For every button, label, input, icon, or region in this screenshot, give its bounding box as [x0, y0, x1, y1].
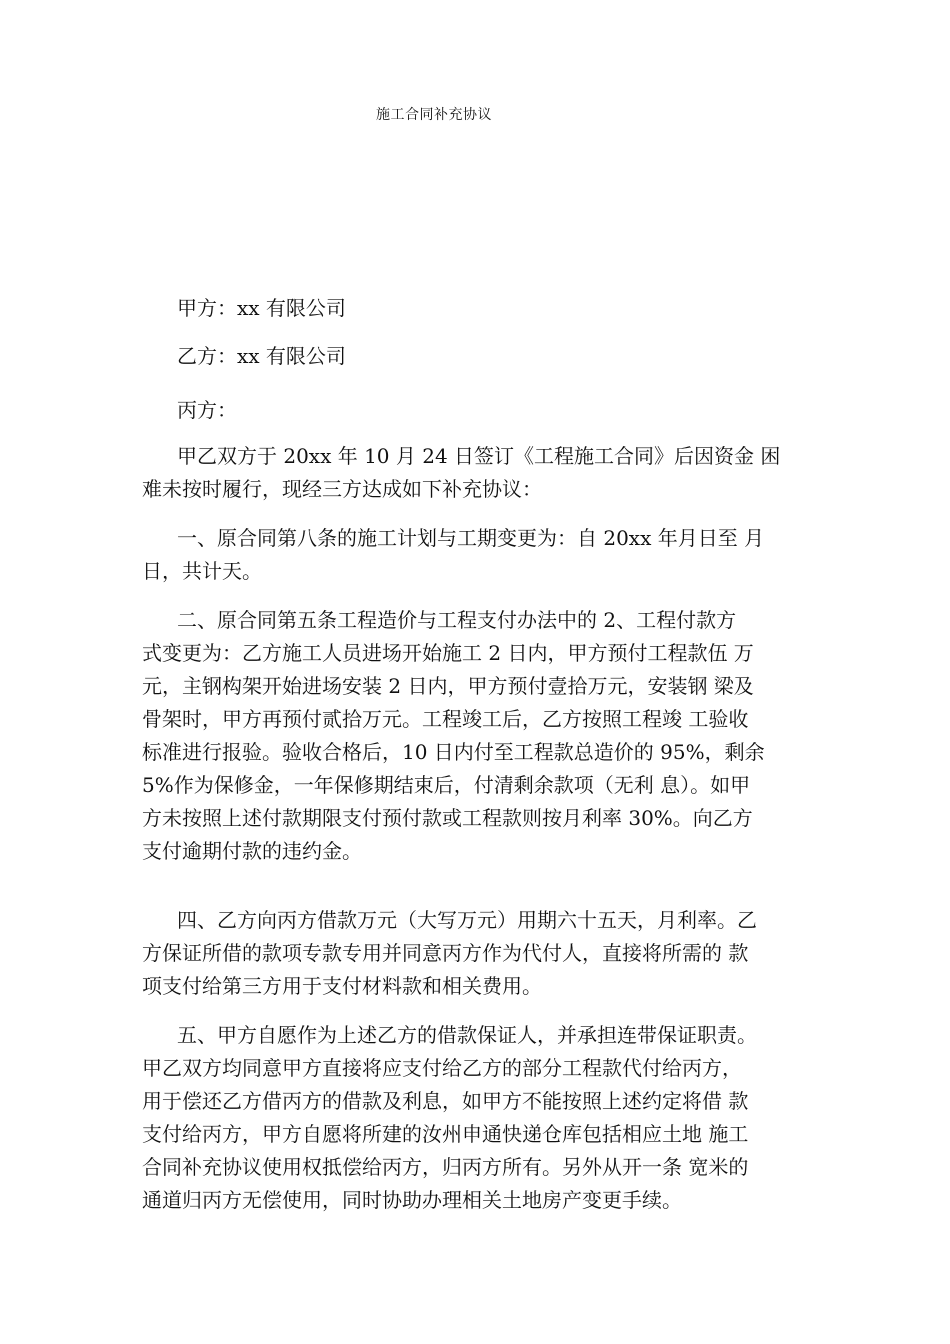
- paragraph-line: 日，共计天。: [142, 559, 262, 583]
- paragraph-line: 骨架时，甲方再预付贰拾万元。工程竣工后，乙方按照工程竣 工验收: [142, 707, 749, 731]
- party-c-line: 丙方：: [177, 398, 237, 422]
- paragraph-line: 支付给丙方，甲方自愿将所建的汝州申通快递仓库包括相应土地 施工: [142, 1122, 749, 1146]
- paragraph-line: 甲乙双方于 20xx 年 10 月 24 日签订《工程施工合同》后因资金 困: [177, 444, 781, 468]
- paragraph-line: 难未按时履行，现经三方达成如下补充协议：: [142, 477, 542, 501]
- paragraph-line: 支付逾期付款的违约金。: [142, 839, 362, 863]
- paragraph-line: 方保证所借的款项专款专用并同意丙方作为代付人，直接将所需的 款: [142, 941, 749, 965]
- paragraph-line: 合同补充协议使用权抵偿给丙方，归丙方所有。另外从开一条 宽米的: [142, 1155, 749, 1179]
- paragraph-line: 元，主钢构架开始进场安装 2 日内，甲方预付壹拾万元，安装钢 梁及: [142, 674, 754, 698]
- paragraph-line: 五、甲方自愿作为上述乙方的借款保证人，并承担连带保证职责。: [177, 1023, 757, 1047]
- paragraph-line: 标准进行报验。验收合格后，10 日内付至工程款总造价的 95%，剩余: [142, 740, 765, 764]
- paragraph-line: 式变更为：乙方施工人员进场开始施工 2 日内，甲方预付工程款伍 万: [142, 641, 754, 665]
- party-b-line: 乙方：xx 有限公司: [177, 344, 346, 368]
- paragraph-line: 甲乙双方均同意甲方直接将应支付给乙方的部分工程款代付给丙方，: [142, 1056, 742, 1080]
- paragraph-clause-1: [142, 522, 832, 588]
- paragraph-clause-2: [142, 604, 832, 868]
- paragraph-line: 一、原合同第八条的施工计划与工期变更为：自 20xx 年月日至 月: [177, 526, 765, 550]
- paragraph-line: 方未按照上述付款期限支付预付款或工程款则按月利率 30%。向乙方: [142, 806, 753, 830]
- paragraph-line: 项支付给第三方用于支付材料款和相关费用。: [142, 974, 542, 998]
- party-a-line: 甲方：xx 有限公司: [177, 296, 346, 320]
- paragraph-clause-5: [142, 1019, 832, 1217]
- paragraph-line: 用于偿还乙方借丙方的借款及利息，如甲方不能按照上述约定将借 款: [142, 1089, 749, 1113]
- paragraph-line: 二、原合同第五条工程造价与工程支付办法中的 2、工程付款方: [177, 608, 737, 632]
- paragraph-intro: [142, 440, 832, 506]
- paragraph-clause-4: [142, 904, 832, 1003]
- paragraph-line: 5%作为保修金，一年保修期结束后，付清剩余款项（无利 息）。如甲: [142, 773, 751, 797]
- paragraph-line: 四、乙方向丙方借款万元（大写万元）用期六十五天，月利率。乙: [177, 908, 757, 932]
- paragraph-line: 通道归丙方无偿使用，同时协助办理相关土地房产变更手续。: [142, 1188, 682, 1212]
- document-title: 施工合同补充协议: [376, 107, 492, 123]
